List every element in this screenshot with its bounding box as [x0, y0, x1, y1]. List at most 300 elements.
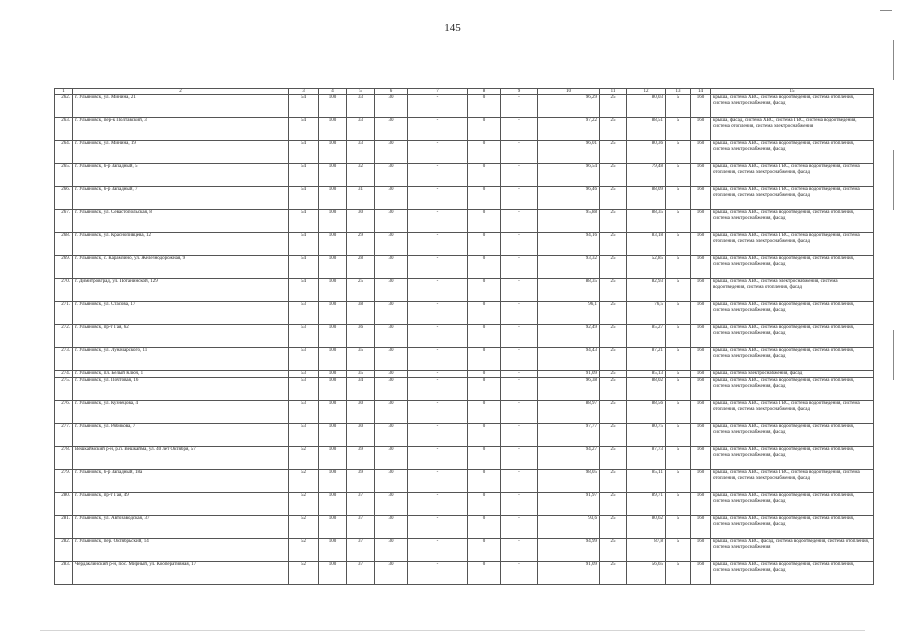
value-col5: 25 [347, 279, 375, 302]
value-col8: 0 [468, 118, 501, 141]
works-list: крыша, система ХВС, система водоотведения, система отопления, система электроснабжения, фасад [711, 141, 874, 164]
value-col4: 100 [319, 447, 347, 470]
value-col13: 5 [666, 325, 691, 348]
row-number: 267. [55, 210, 73, 233]
address: г. Ульяновск, ул. Луначарского, 11 [73, 348, 289, 371]
works-list: крыша, система ХВС, система ГВС, система водоотведения, система отопления, система электроснабжения, фасад [711, 401, 874, 424]
value-col4: 100 [319, 302, 347, 325]
value-col12: 85,13 [627, 371, 666, 378]
column-header: 9 [501, 89, 538, 95]
value-col5: 33 [347, 95, 375, 118]
value-col14: 160 [691, 187, 711, 210]
value-col11: 25 [600, 118, 627, 141]
address: г. Димитровград, ул. Потанинской, 129 [73, 279, 289, 302]
column-header: 14 [691, 89, 711, 95]
table-row [55, 141, 874, 164]
value-col8: 0 [468, 539, 501, 562]
scan-mark [893, 330, 894, 380]
value-col12: 87,8 [627, 539, 666, 562]
value-col14: 160 [691, 470, 711, 493]
value-col12: 89,71 [627, 493, 666, 516]
value-col11: 25 [600, 302, 627, 325]
value-col8: 0 [468, 325, 501, 348]
value-col13: 5 [666, 279, 691, 302]
value-col5: 33 [347, 118, 375, 141]
value-col5: 34 [347, 378, 375, 401]
value-col6: 30 [375, 562, 408, 585]
value-col3: 54 [289, 256, 319, 279]
value-col11: 25 [600, 378, 627, 401]
table-row [55, 562, 874, 585]
value-col5: 30 [347, 401, 375, 424]
column-header: 1 [55, 89, 73, 95]
value-col4: 100 [319, 279, 347, 302]
value-col12: 80,62 [627, 516, 666, 539]
value-col10: 93,6 [538, 516, 600, 539]
table-row [55, 493, 874, 516]
works-list: крыша, система ХВС, система ГВС, система водоотведения, система отопления, система электроснабжения, фасад [711, 470, 874, 493]
value-col14: 160 [691, 493, 711, 516]
value-col5: 33 [347, 141, 375, 164]
column-header: 8 [468, 89, 501, 95]
value-col12: 76,5 [627, 302, 666, 325]
works-list: крыша, система ХВС, система ГВС, система водоотведения, система отопления, система электроснабжения, фасад [711, 164, 874, 187]
value-col3: 52 [289, 447, 319, 470]
value-col9: - [501, 378, 538, 401]
value-col6: 30 [375, 141, 408, 164]
value-col5: 30 [347, 424, 375, 447]
address: Чердаклинский р-н, пос. Мирный, ул. Кооперативная, 17 [73, 562, 289, 585]
address: г. Ульяновск, ул. Стасова, 17 [73, 302, 289, 325]
row-number: 275. [55, 378, 73, 401]
value-col10: 94,43 [538, 348, 600, 371]
column-header: 6 [375, 89, 408, 95]
housing-table [54, 88, 874, 585]
value-col10: 96,1 [538, 302, 600, 325]
value-col5: 36 [347, 325, 375, 348]
value-col13: 5 [666, 348, 691, 371]
value-col10: 96,46 [538, 187, 600, 210]
address: г. Ульяновск, пр-т Гая, 62 [73, 325, 289, 348]
value-col12: 56,65 [627, 562, 666, 585]
value-col14: 160 [691, 539, 711, 562]
value-col12: 52,85 [627, 256, 666, 279]
address: г. Ульяновск, б-р Западный, 7 [73, 187, 289, 210]
address: г. Ульяновск, с. Карамзино, ул. Железнодорожная, 9 [73, 256, 289, 279]
row-number: 279. [55, 470, 73, 493]
value-col9: - [501, 118, 538, 141]
column-header: 10 [538, 89, 600, 95]
value-col4: 100 [319, 493, 347, 516]
value-col8: 0 [468, 210, 501, 233]
value-col6: 30 [375, 470, 408, 493]
value-col9: - [501, 371, 538, 378]
table-row [55, 348, 874, 371]
value-col6: 30 [375, 210, 408, 233]
value-col3: 54 [289, 164, 319, 187]
value-col4: 100 [319, 539, 347, 562]
value-col8: 0 [468, 279, 501, 302]
value-col9: - [501, 256, 538, 279]
address: г. Ульяновск, пер-к Полтавский, 3 [73, 118, 289, 141]
value-col8: 0 [468, 256, 501, 279]
value-col8: 0 [468, 233, 501, 256]
value-col3: 53 [289, 401, 319, 424]
value-col14: 160 [691, 164, 711, 187]
address: г. Ульяновск, пл. Белый Ключ, 1 [73, 371, 289, 378]
table-row [55, 516, 874, 539]
value-col7: - [408, 539, 468, 562]
value-col14: 160 [691, 401, 711, 424]
works-list: крыша, фасад, система ХВС, система ГВС, система водоотведения, система отопления, система электроснабжения [711, 118, 874, 141]
value-col9: - [501, 470, 538, 493]
value-col5: 35 [347, 371, 375, 378]
value-col10: 96,38 [538, 378, 600, 401]
value-col9: - [501, 401, 538, 424]
value-col14: 160 [691, 141, 711, 164]
value-col11: 25 [600, 233, 627, 256]
address: г. Ульяновск, б-р Западный, 5 [73, 164, 289, 187]
value-col7: - [408, 233, 468, 256]
value-col14: 160 [691, 95, 711, 118]
value-col9: - [501, 447, 538, 470]
value-col10: 91,97 [538, 493, 600, 516]
value-col4: 100 [319, 233, 347, 256]
value-col11: 25 [600, 210, 627, 233]
works-list: крыша, система ХВС, система водоотведения, система отопления, система электроснабжения, фасад [711, 493, 874, 516]
value-col3: 54 [289, 95, 319, 118]
value-col12: 88,56 [627, 401, 666, 424]
value-col9: - [501, 210, 538, 233]
value-col10: 91,09 [538, 371, 600, 378]
value-col7: - [408, 279, 468, 302]
value-col12: 83,18 [627, 233, 666, 256]
value-col5: 37 [347, 539, 375, 562]
column-header: 11 [600, 89, 627, 95]
scan-mark [893, 40, 894, 80]
value-col14: 160 [691, 302, 711, 325]
value-col6: 30 [375, 539, 408, 562]
value-col10: 94,27 [538, 447, 600, 470]
value-col7: - [408, 470, 468, 493]
value-col3: 54 [289, 141, 319, 164]
value-col13: 5 [666, 187, 691, 210]
value-col7: - [408, 256, 468, 279]
value-col13: 5 [666, 371, 691, 378]
value-col13: 5 [666, 562, 691, 585]
value-col5: 39 [347, 470, 375, 493]
value-col11: 25 [600, 325, 627, 348]
value-col6: 30 [375, 516, 408, 539]
value-col13: 5 [666, 118, 691, 141]
value-col5: 32 [347, 164, 375, 187]
row-number: 262. [55, 95, 73, 118]
value-col3: 53 [289, 348, 319, 371]
row-number: 274. [55, 371, 73, 378]
value-col6: 30 [375, 378, 408, 401]
row-number: 283. [55, 562, 73, 585]
value-col14: 160 [691, 378, 711, 401]
value-col3: 53 [289, 424, 319, 447]
address: г. Ульяновск, ул. Рябикова, 7 [73, 424, 289, 447]
row-number: 282. [55, 539, 73, 562]
address: г. Ульяновск, ул. Краснопивцева, 12 [73, 233, 289, 256]
value-col14: 160 [691, 516, 711, 539]
value-col3: 54 [289, 187, 319, 210]
value-col13: 5 [666, 256, 691, 279]
value-col5: 37 [347, 516, 375, 539]
page-number: 145 [444, 22, 461, 34]
value-col12: 88,51 [627, 118, 666, 141]
column-header: 5 [347, 89, 375, 95]
value-col14: 160 [691, 118, 711, 141]
value-col7: - [408, 562, 468, 585]
value-col3: 54 [289, 233, 319, 256]
value-col12: 82,93 [627, 279, 666, 302]
value-col6: 30 [375, 118, 408, 141]
value-col6: 30 [375, 424, 408, 447]
value-col4: 100 [319, 164, 347, 187]
value-col7: - [408, 164, 468, 187]
value-col9: - [501, 493, 538, 516]
value-col4: 100 [319, 95, 347, 118]
value-col7: - [408, 325, 468, 348]
value-col6: 30 [375, 233, 408, 256]
value-col12: 87,21 [627, 348, 666, 371]
value-col12: 80,75 [627, 424, 666, 447]
scan-mark [893, 150, 894, 210]
value-col13: 5 [666, 164, 691, 187]
value-col12: 88,02 [627, 378, 666, 401]
value-col11: 25 [600, 424, 627, 447]
value-col6: 30 [375, 256, 408, 279]
value-col7: - [408, 210, 468, 233]
value-col13: 5 [666, 141, 691, 164]
value-col3: 53 [289, 371, 319, 378]
table-row [55, 279, 874, 302]
value-col7: - [408, 378, 468, 401]
table-row [55, 256, 874, 279]
value-col13: 5 [666, 233, 691, 256]
value-col10: 88,35 [538, 279, 600, 302]
table-row [55, 164, 874, 187]
value-col6: 30 [375, 401, 408, 424]
value-col9: - [501, 348, 538, 371]
row-number: 272. [55, 325, 73, 348]
value-col13: 5 [666, 378, 691, 401]
value-col7: - [408, 493, 468, 516]
value-col9: - [501, 516, 538, 539]
value-col7: - [408, 95, 468, 118]
value-col7: - [408, 424, 468, 447]
row-number: 280. [55, 493, 73, 516]
value-col12: 80,36 [627, 141, 666, 164]
value-col11: 25 [600, 401, 627, 424]
value-col13: 5 [666, 401, 691, 424]
row-number: 276. [55, 401, 73, 424]
value-col13: 5 [666, 424, 691, 447]
value-col4: 100 [319, 256, 347, 279]
value-col4: 100 [319, 210, 347, 233]
value-col4: 100 [319, 118, 347, 141]
row-number: 263. [55, 118, 73, 141]
value-col9: - [501, 562, 538, 585]
value-col5: 39 [347, 447, 375, 470]
value-col4: 100 [319, 141, 347, 164]
value-col4: 100 [319, 424, 347, 447]
works-list: крыша, система ХВС, система водоотведения, система отопления, система электроснабжения, фасад [711, 562, 874, 585]
value-col4: 100 [319, 371, 347, 378]
value-col10: 93,32 [538, 256, 600, 279]
address: г. Ульяновск, ул. Севастопольская, 8 [73, 210, 289, 233]
value-col8: 0 [468, 348, 501, 371]
value-col6: 30 [375, 302, 408, 325]
value-col10: 96,01 [538, 141, 600, 164]
value-col13: 5 [666, 95, 691, 118]
column-header: 4 [319, 89, 347, 95]
row-number: 277. [55, 424, 73, 447]
value-col9: - [501, 164, 538, 187]
works-list: крыша, система ХВС, система водоотведения, система отопления, система электроснабжения, фасад [711, 516, 874, 539]
value-col5: 28 [347, 256, 375, 279]
column-header: 7 [408, 89, 468, 95]
value-col14: 160 [691, 279, 711, 302]
value-col8: 0 [468, 95, 501, 118]
value-col11: 25 [600, 256, 627, 279]
value-col7: - [408, 118, 468, 141]
column-header: 3 [289, 89, 319, 95]
value-col8: 0 [468, 187, 501, 210]
value-col6: 30 [375, 95, 408, 118]
value-col4: 100 [319, 516, 347, 539]
value-col3: 54 [289, 118, 319, 141]
row-number: 264. [55, 141, 73, 164]
value-col8: 0 [468, 378, 501, 401]
table-row [55, 371, 874, 378]
value-col3: 53 [289, 378, 319, 401]
table-row [55, 424, 874, 447]
value-col13: 5 [666, 447, 691, 470]
value-col11: 25 [600, 348, 627, 371]
value-col4: 100 [319, 470, 347, 493]
value-col9: - [501, 141, 538, 164]
value-col12: 80,03 [627, 95, 666, 118]
address: г. Ульяновск, ул. Минина, 19 [73, 141, 289, 164]
value-col14: 160 [691, 233, 711, 256]
value-col11: 25 [600, 141, 627, 164]
works-list: крыша, система ХВС, система водоотведения, система отопления, система электроснабжения, фасад [711, 302, 874, 325]
value-col10: 92,49 [538, 325, 600, 348]
value-col11: 25 [600, 187, 627, 210]
value-col6: 30 [375, 164, 408, 187]
value-col5: 29 [347, 233, 375, 256]
value-col4: 100 [319, 562, 347, 585]
table-row [55, 470, 874, 493]
value-col4: 100 [319, 378, 347, 401]
works-list: крыша, система ХВС, система водоотведения, система отопления, система электроснабжения, фасад [711, 424, 874, 447]
value-col6: 30 [375, 187, 408, 210]
scan-mark [880, 10, 892, 11]
value-col14: 160 [691, 371, 711, 378]
value-col8: 0 [468, 562, 501, 585]
value-col9: - [501, 424, 538, 447]
value-col14: 160 [691, 424, 711, 447]
value-col13: 5 [666, 539, 691, 562]
table-row [55, 447, 874, 470]
table-row [55, 95, 874, 118]
value-col11: 25 [600, 447, 627, 470]
value-col9: - [501, 95, 538, 118]
value-col8: 0 [468, 493, 501, 516]
value-col10: 97,22 [538, 118, 600, 141]
value-col5: 30 [347, 210, 375, 233]
row-number: 266. [55, 187, 73, 210]
value-col11: 25 [600, 279, 627, 302]
column-header: 15 [711, 89, 874, 95]
value-col5: 31 [347, 187, 375, 210]
value-col6: 30 [375, 447, 408, 470]
value-col7: - [408, 302, 468, 325]
works-list: крыша, система электроснабжения, фасад [711, 371, 874, 378]
works-list: крыша, система ХВС, система ГВС, система водоотведения, система отопления, система электроснабжения, фасад [711, 233, 874, 256]
works-list: крыша, система ХВС, система электроснабжения, система водоотведения, система отопления, фасад [711, 279, 874, 302]
value-col3: 52 [289, 562, 319, 585]
value-col11: 25 [600, 562, 627, 585]
value-col8: 0 [468, 401, 501, 424]
address: г. Ульяновск, ул. Минина, 21 [73, 95, 289, 118]
row-number: 281. [55, 516, 73, 539]
address: г. Ульяновск, пр-т Гая, 49 [73, 493, 289, 516]
column-header: 12 [627, 89, 666, 95]
value-col9: - [501, 302, 538, 325]
value-col10: 88,97 [538, 401, 600, 424]
value-col3: 52 [289, 470, 319, 493]
address: г. Ульяновск, пер. Октябрьский, 14 [73, 539, 289, 562]
table-row [55, 539, 874, 562]
value-col9: - [501, 233, 538, 256]
value-col3: 52 [289, 493, 319, 516]
value-col8: 0 [468, 470, 501, 493]
value-col6: 30 [375, 325, 408, 348]
value-col4: 100 [319, 401, 347, 424]
value-col11: 25 [600, 539, 627, 562]
address: г. Ульяновск, ул. Автозаводская, 37 [73, 516, 289, 539]
works-list: крыша, система ХВС, система водоотведения, система отопления, система электроснабжения, фасад [711, 95, 874, 118]
address: г. Ульяновск, ул. Почтовая, 16 [73, 378, 289, 401]
works-list: крыша, система ХВС, фасад, система водоотведения, система отопления, система электроснабжения [711, 539, 874, 562]
value-col5: 35 [347, 348, 375, 371]
value-col13: 5 [666, 210, 691, 233]
value-col9: - [501, 187, 538, 210]
address: Вешкаймский р-н, р.п. Вешкайма, ул. 40 лет Октября, 57 [73, 447, 289, 470]
works-list: крыша, система ХВС, система водоотведения, система отопления, система электроснабжения, фасад [711, 348, 874, 371]
value-col4: 100 [319, 187, 347, 210]
value-col10: 96,54 [538, 164, 600, 187]
row-number: 271. [55, 302, 73, 325]
value-col11: 25 [600, 371, 627, 378]
value-col14: 160 [691, 210, 711, 233]
value-col11: 25 [600, 95, 627, 118]
value-col3: 54 [289, 279, 319, 302]
value-col14: 160 [691, 325, 711, 348]
value-col13: 5 [666, 516, 691, 539]
row-number: 270. [55, 279, 73, 302]
value-col3: 53 [289, 325, 319, 348]
table-row [55, 118, 874, 141]
value-col3: 54 [289, 210, 319, 233]
row-number: 273. [55, 348, 73, 371]
value-col10: 91,09 [538, 562, 600, 585]
